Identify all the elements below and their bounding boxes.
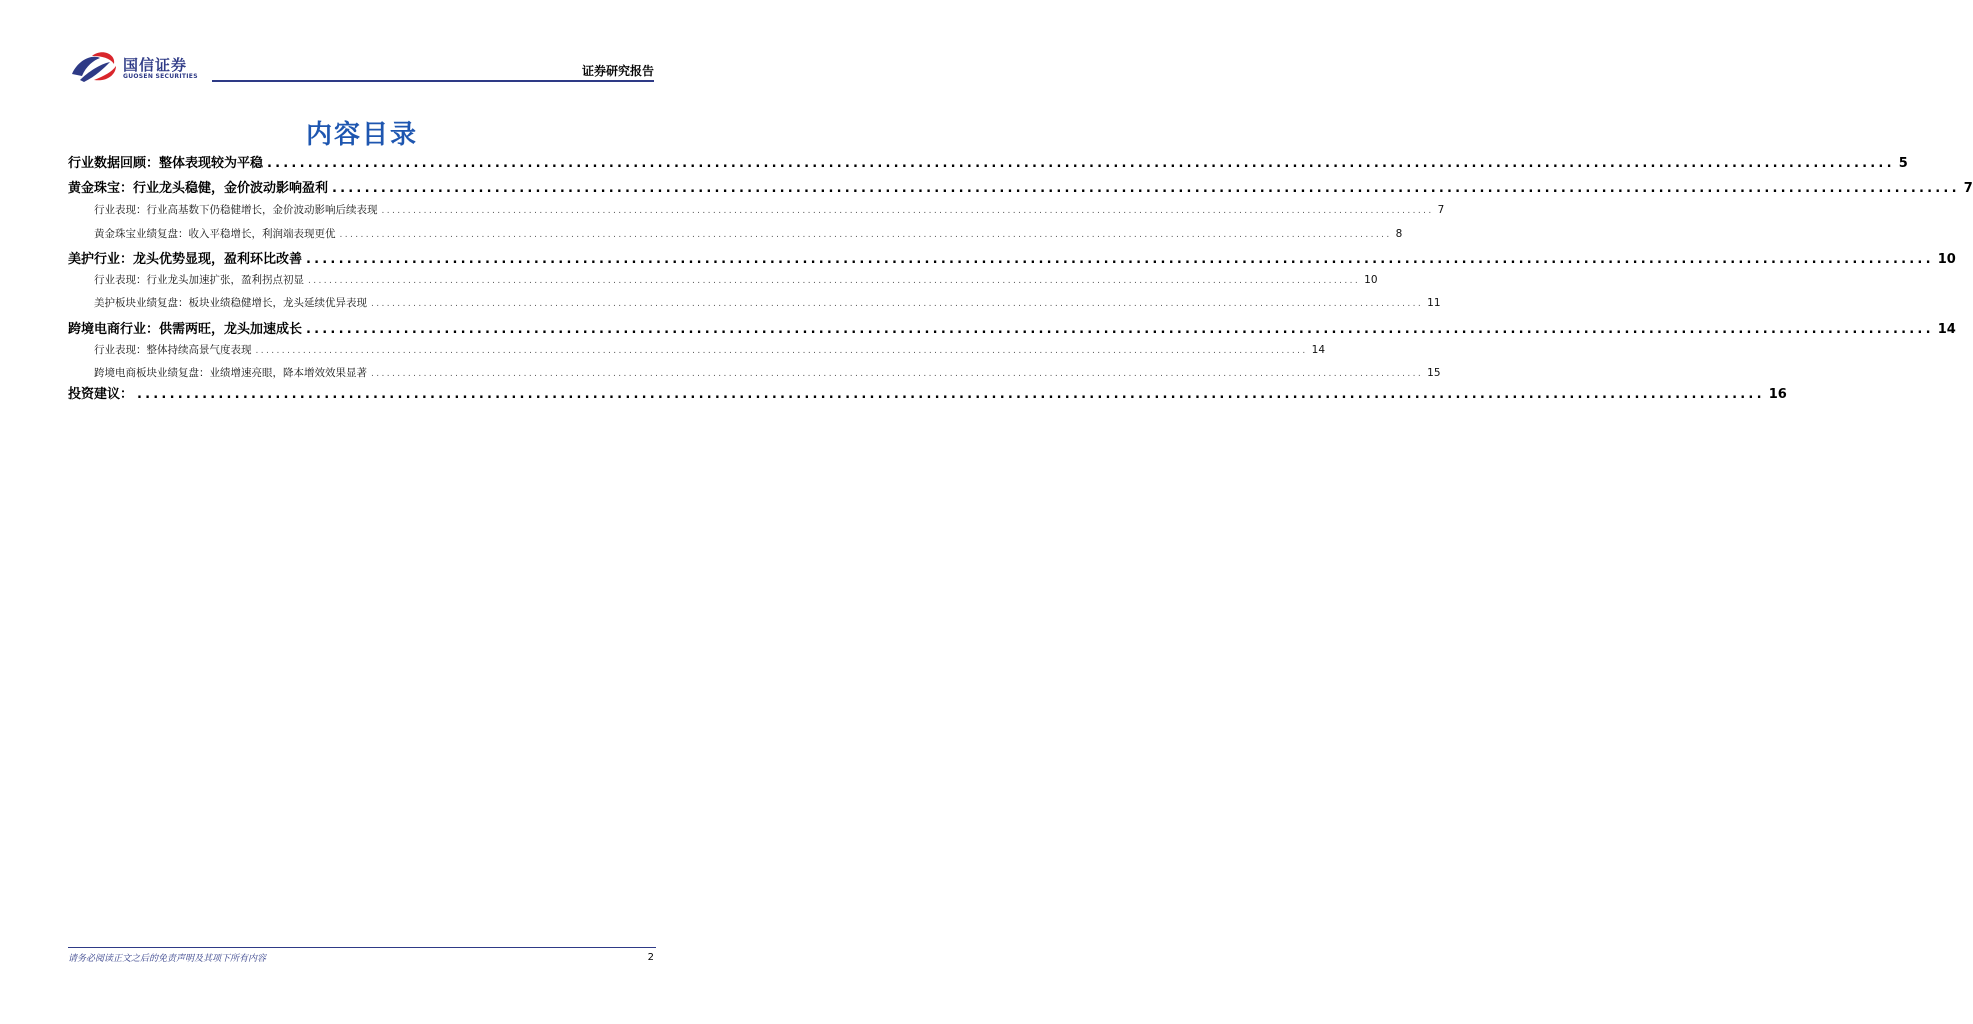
- toc-entry-label: 行业表现：行业龙头加速扩张，盈利拐点初显: [94, 274, 304, 286]
- header-divider: [212, 80, 654, 82]
- toc-leader-dots: ........................................................................................................................................................................................................: [371, 299, 1424, 309]
- toc-entry-page: 16: [1768, 387, 1787, 402]
- toc-entry-label: 行业表现：行业高基数下仍稳健增长，金价波动影响后续表现: [94, 204, 378, 216]
- toc-entry-section[interactable]: [94, 272, 1378, 287]
- toc-entry-section[interactable]: [94, 295, 1441, 310]
- toc-entry-label: 黄金珠宝：行业龙头稳健，金价波动影响盈利: [68, 181, 329, 196]
- toc-entry-section[interactable]: [94, 202, 1445, 217]
- toc-leader-dots: ........................................................................................................................................................................................................: [306, 252, 1934, 267]
- toc-entry-page: 7: [1437, 204, 1445, 216]
- toc-leader-dots: ........................................................................................................................................................................................................: [306, 322, 1934, 337]
- toc-entry-section[interactable]: [94, 365, 1441, 380]
- toc-entry-section[interactable]: [94, 226, 1403, 241]
- footer-divider: [68, 947, 656, 948]
- disclaimer-text: 请务必阅读正文之后的免责声明及其项下所有内容: [68, 954, 267, 964]
- toc-entry-page: 8: [1395, 228, 1403, 240]
- toc-entry-page: 15: [1427, 367, 1441, 379]
- toc-entry-page: 5: [1898, 156, 1908, 171]
- toc-entry-label: 美护行业：龙头优势显现，盈利环比改善: [68, 252, 303, 267]
- guosen-logo: [70, 50, 210, 84]
- page-header: [0, 0, 724, 90]
- page-number: 2: [647, 952, 654, 963]
- toc-entry-chapter[interactable]: [68, 383, 1787, 402]
- toc-leader-dots: ........................................................................................................................................................................................................: [267, 156, 1895, 171]
- toc-title: 内容目录: [305, 120, 418, 150]
- report-type-label: 证券研究报告: [581, 64, 654, 78]
- toc-entry-chapter[interactable]: [68, 248, 1956, 267]
- toc-entry-page: 7: [1963, 181, 1973, 196]
- logo-english-name: GUOSEN SECURITIES: [123, 73, 198, 80]
- toc-entry-label: 黄金珠宝业绩复盘：收入平稳增长，利润端表现更优: [94, 228, 336, 240]
- toc-leader-dots: ........................................................................................................................................................................................................: [137, 387, 1765, 402]
- toc-entry-label: 跨境电商行业：供需两旺，龙头加速成长: [68, 322, 303, 337]
- toc-entry-page: 11: [1427, 297, 1441, 309]
- toc-leader-dots: ........................................................................................................................................................................................................: [308, 276, 1361, 286]
- toc-entry-page: 14: [1311, 344, 1326, 356]
- logo-mark-icon: [70, 50, 120, 84]
- toc-entry-page: 14: [1937, 322, 1956, 337]
- toc-entry-label: 投资建议：: [68, 387, 134, 402]
- toc-leader-dots: ........................................................................................................................................................................................................: [332, 181, 1960, 196]
- toc-entry-label: 美护板块业绩复盘：板块业绩稳健增长，龙头延续优异表现: [94, 297, 367, 309]
- toc-entry-label: 行业表现：整体持续高景气度表现: [94, 344, 252, 356]
- toc-entry-page: 10: [1937, 252, 1956, 267]
- toc-entry-page: 10: [1364, 274, 1378, 286]
- toc-leader-dots: ........................................................................................................................................................................................................: [371, 369, 1424, 379]
- toc-entry-label: 跨境电商板块业绩复盘：业绩增速亮眼，降本增效效果显著: [94, 367, 367, 379]
- toc-entry-section[interactable]: [94, 342, 1326, 357]
- toc-entry-chapter[interactable]: [68, 152, 1908, 171]
- toc-entry-label: 行业数据回顾：整体表现较为平稳: [68, 156, 264, 171]
- toc-leader-dots: ........................................................................................................................................................................................................: [339, 230, 1392, 240]
- logo-chinese-name: 国信证券: [123, 56, 188, 74]
- toc-entry-chapter[interactable]: [68, 177, 1973, 196]
- toc-leader-dots: ........................................................................................................................................................................................................: [255, 346, 1308, 356]
- toc-leader-dots: ........................................................................................................................................................................................................: [381, 206, 1434, 216]
- toc-entry-chapter[interactable]: [68, 318, 1956, 337]
